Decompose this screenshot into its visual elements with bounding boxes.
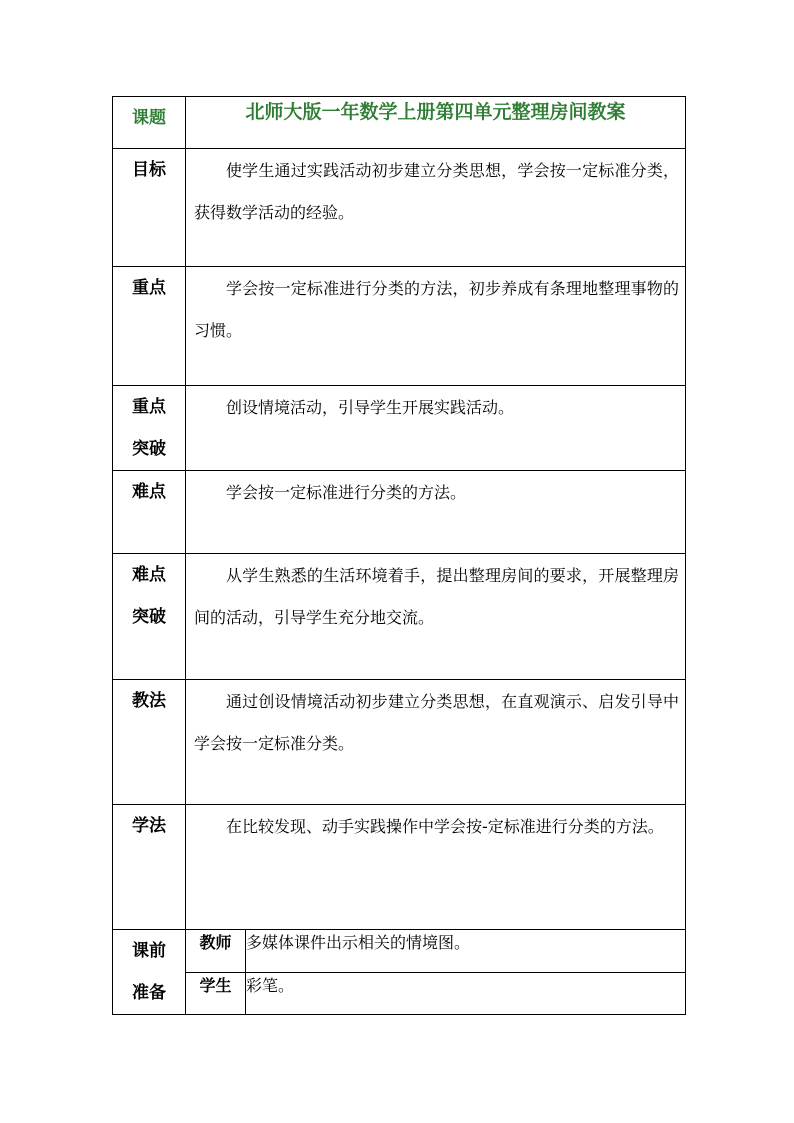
difficulty-row <box>113 471 686 554</box>
key-breakthrough-label <box>113 386 186 471</box>
key-point-text: 学会按一定标准进行分类的方法，初步养成有条理地整理事物的习惯。 <box>194 279 680 340</box>
key-breakthrough-cell <box>186 386 686 471</box>
objective-cell <box>186 149 686 267</box>
difficulty-text: 学会按一定标准进行分类的方法。 <box>226 483 467 502</box>
key-breakthrough-label-line-1: 重点 <box>132 397 166 417</box>
prep-teacher-row <box>113 930 686 973</box>
prep-student-row <box>113 972 686 1015</box>
prep-label-line-2: 准备 <box>132 983 166 1003</box>
difficulty-label-text: 难点 <box>132 482 166 502</box>
difficulty-breakthrough-text: 从学生熟悉的生活环境着手，提出整理房间的要求，开展整理房间的活动，引导学生充分地交流。 <box>194 566 680 627</box>
prep-label-line-1: 课前 <box>132 941 166 961</box>
key-point-row <box>113 267 686 386</box>
difficulty-breakthrough-label-line-1: 难点 <box>132 565 166 585</box>
objective-row <box>113 149 686 267</box>
teaching-method-label <box>113 680 186 805</box>
prep-label <box>113 930 186 1015</box>
difficulty-cell <box>186 471 686 554</box>
difficulty-breakthrough-cell <box>186 554 686 680</box>
difficulty-breakthrough-label <box>113 554 186 680</box>
key-point-cell <box>186 267 686 386</box>
difficulty-breakthrough-row <box>113 554 686 680</box>
objective-text: 使学生通过实践活动初步建立分类思想，学会按一定标准分类，获得数学活动的经验。 <box>194 161 680 222</box>
difficulty-breakthrough-label-line-2: 突破 <box>132 607 166 627</box>
key-point-label <box>113 267 186 386</box>
teaching-method-row <box>113 680 686 805</box>
prep-teacher-label: 教师 <box>186 930 246 973</box>
prep-teacher-text: 多媒体课件出示相关的情境图。 <box>246 930 686 973</box>
objective-label <box>113 149 186 267</box>
title-row <box>113 97 686 149</box>
learning-method-text: 在比较发现、动手实践操作中学会按-定标准进行分类的方法。 <box>226 817 664 836</box>
key-breakthrough-row <box>113 386 686 471</box>
lesson-title: 北师大版一年数学上册第四单元整理房间教案 <box>186 97 686 149</box>
learning-method-label-text: 学法 <box>132 816 166 836</box>
key-breakthrough-text: 创设情境活动，引导学生开展实践活动。 <box>226 398 515 417</box>
teaching-method-label-text: 教法 <box>132 691 166 711</box>
lesson-plan-table <box>112 96 686 1015</box>
difficulty-label <box>113 471 186 554</box>
key-point-label-text: 重点 <box>132 278 166 298</box>
teaching-method-text: 通过创设情境活动初步建立分类思想，在直观演示、启发引导中学会按一定标准分类。 <box>194 692 680 753</box>
prep-student-text: 彩笔。 <box>246 972 686 1015</box>
prep-student-label: 学生 <box>186 972 246 1015</box>
objective-label-text: 目标 <box>132 160 166 180</box>
key-breakthrough-label-line-2: 突破 <box>132 439 166 459</box>
learning-method-row <box>113 805 686 930</box>
learning-method-label <box>113 805 186 930</box>
learning-method-cell <box>186 805 686 930</box>
title-label: 课题 <box>113 97 186 149</box>
teaching-method-cell <box>186 680 686 805</box>
